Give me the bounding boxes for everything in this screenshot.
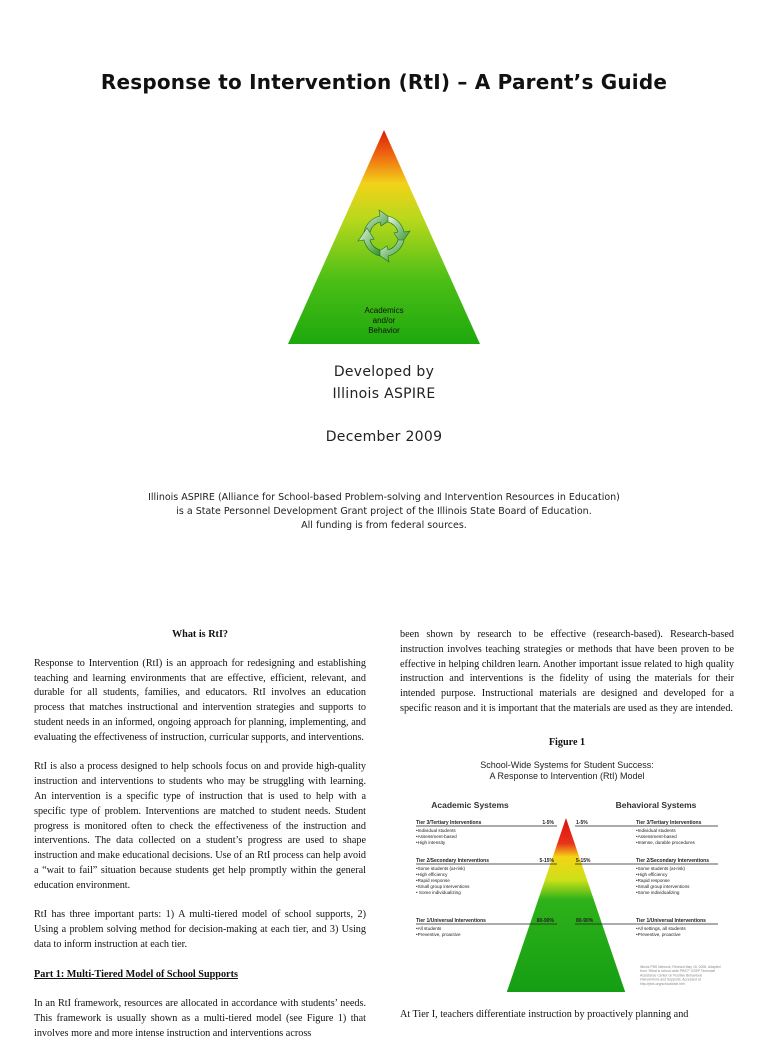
right-column <box>400 628 734 732</box>
behavioral-tier-bullet: •Assessment-based <box>636 834 677 839</box>
document-title: Response to Intervention (RtI) – A Parent’s Guide <box>100 70 668 94</box>
pyramid-label-line: Behavior <box>368 326 400 335</box>
academic-tier-name: Tier 1/Universal Interventions <box>416 918 486 924</box>
paragraph: RtI has three important parts: 1) A multi-tiered model of school supports, 2) Using a problem solving method for decision-making at each tier, and 3) Using data to inform instruction at each tier. <box>34 909 366 950</box>
behavioral-systems-heading: Behavioral Systems <box>615 800 697 810</box>
credit-line: All funding is from federal sources. <box>301 520 467 531</box>
developer-name: Illinois ASPIRE <box>332 386 436 402</box>
figure-source-note: Illinois PBS Network, Revised May 15, 2008. Adapted from “What is school-wide PBS?” OSEP Technical Assistance Center on Positive Behavioral Interventions and Supports. Accessed at http://pbis.org/schoolwide.htm <box>640 965 721 986</box>
behavioral-tier-bullet: •Intense, durable procedures <box>636 840 695 845</box>
behavioral-tier-name: Tier 3/Tertiary Interventions <box>636 820 702 826</box>
behavioral-tier-name: Tier 2/Secondary Interventions <box>636 858 709 864</box>
academic-tier-bullet: •Assessment-based <box>416 834 457 839</box>
academic-tier-bullet: •Small group interventions <box>416 884 470 889</box>
behavioral-tier-percent: 1-5% <box>576 820 588 826</box>
figure-label: Figure 1 <box>548 737 586 748</box>
right-column-continuation <box>400 1008 734 1023</box>
behavioral-tier-bullet: •All settings, all students <box>636 926 686 931</box>
academic-tier-bullet: •All students <box>416 926 442 931</box>
part1-heading: Part 1: Multi-Tiered Model of School Supports <box>34 968 238 980</box>
paragraph: In an RtI framework, resources are allocated in accordance with students’ needs. This framework is usually shown as a multi-tiered model (see Figure 1) that involves more and more intense instruction and interventions across <box>34 998 366 1039</box>
behavioral-tier-percent: 5-15% <box>576 858 591 864</box>
left-column <box>34 628 366 1056</box>
academic-tier-percent: 5-15% <box>539 858 554 864</box>
academic-tier-name: Tier 2/Secondary Interventions <box>416 858 489 864</box>
developed-by-line: Developed by <box>333 364 435 380</box>
behavioral-tier-bullet: •Some individualizing <box>636 890 680 895</box>
behavioral-tier-bullet: •Small group interventions <box>636 884 690 889</box>
paragraph-start: At Tier I, teachers differentiate instruction by proactively planning and <box>400 1009 689 1020</box>
rti-tier-diagram <box>400 796 734 992</box>
paragraph: been shown by research to be effective (research-based). Research-based instruction involves teaching strategies or methods that have been proven to be effective in helping children learn. Another important issue related to high quality instruction and interventions is the fidelity of using the materials for their intended purpose. Instructional materials are designed and developed for a specific reason and it is important that the materials are used as they are intended. <box>400 629 734 714</box>
academic-tier-bullet: •Preventive, proactive <box>416 932 461 937</box>
paragraph: RtI is also a process designed to help schools focus on and provide high-quality instruction and interventions to students who may be struggling with learning. An intervention is a specific type of instruction that is used to help with a specific type of problem. Interventions are matched to student needs. Student progress is monitored often to check the effectiveness of the instruction and interventions. The data collected on a student’s progress are used to shape instruction and make educational decisions. Use of an RtI process can help avoid a “wait to fail” situation because students get help promptly within the general education environment. <box>34 761 366 891</box>
academic-tier-bullet: •Individual students <box>416 828 456 833</box>
credit-block <box>0 491 768 533</box>
academic-tier-percent: 80-90% <box>536 918 554 924</box>
publication-date: December 2009 <box>325 429 443 445</box>
figure-title <box>400 760 734 782</box>
academic-tier-name: Tier 3/Tertiary Interventions <box>416 820 482 826</box>
academic-tier-bullet: •High efficiency <box>416 872 448 877</box>
credit-line: Illinois ASPIRE (Alliance for School-based Problem-solving and Intervention Resources in Education) <box>148 492 620 503</box>
academic-tier-bullet: •Some students (at-risk) <box>416 866 466 871</box>
tier-pyramid <box>500 818 632 1012</box>
academic-tier-percent: 1-5% <box>542 820 554 826</box>
academic-tier-bullet: • Some individualizing <box>416 890 461 895</box>
academic-tier-bullet: •Rapid response <box>416 878 450 883</box>
behavioral-tier-bullet: •Preventive, proactive <box>636 932 681 937</box>
behavioral-tier-bullet: •Rapid response <box>636 878 670 883</box>
behavioral-tier-bullet: •High efficiency <box>636 872 668 877</box>
figure-title-line: A Response to Intervention (RtI) Model <box>489 771 645 781</box>
behavioral-tier-bullet: •Individual students <box>636 828 676 833</box>
behavioral-tier-name: Tier 1/Universal Interventions <box>636 918 706 924</box>
academic-tier-bullet: •High intensity <box>416 840 446 845</box>
credit-line: is a State Personnel Development Grant project of the Illinois State Board of Education. <box>176 506 592 517</box>
figure-title-line: School-Wide Systems for Student Success: <box>480 760 654 770</box>
academic-systems-heading: Academic Systems <box>431 800 509 810</box>
paragraph: Response to Intervention (RtI) is an approach for redesigning and establishing teaching and learning environments that are effective, efficient, relevant, and durable for all students, families, and educators. RtI involves an education process that matches instructional and intervention strategies and supports to student needs in an informed, ongoing approach for planning, implementing, and evaluating the effectiveness of instruction, curricular supports, and interventions. <box>34 657 366 743</box>
pyramid-label-line: and/or <box>372 316 396 325</box>
section-heading: What is RtI? <box>171 629 229 640</box>
cover-pyramid-graphic <box>286 128 482 346</box>
pyramid-label-line: Academics <box>364 306 404 315</box>
behavioral-tier-percent: 80-90% <box>576 918 594 924</box>
behavioral-tier-bullet: •Some students (at-risk) <box>636 866 686 871</box>
